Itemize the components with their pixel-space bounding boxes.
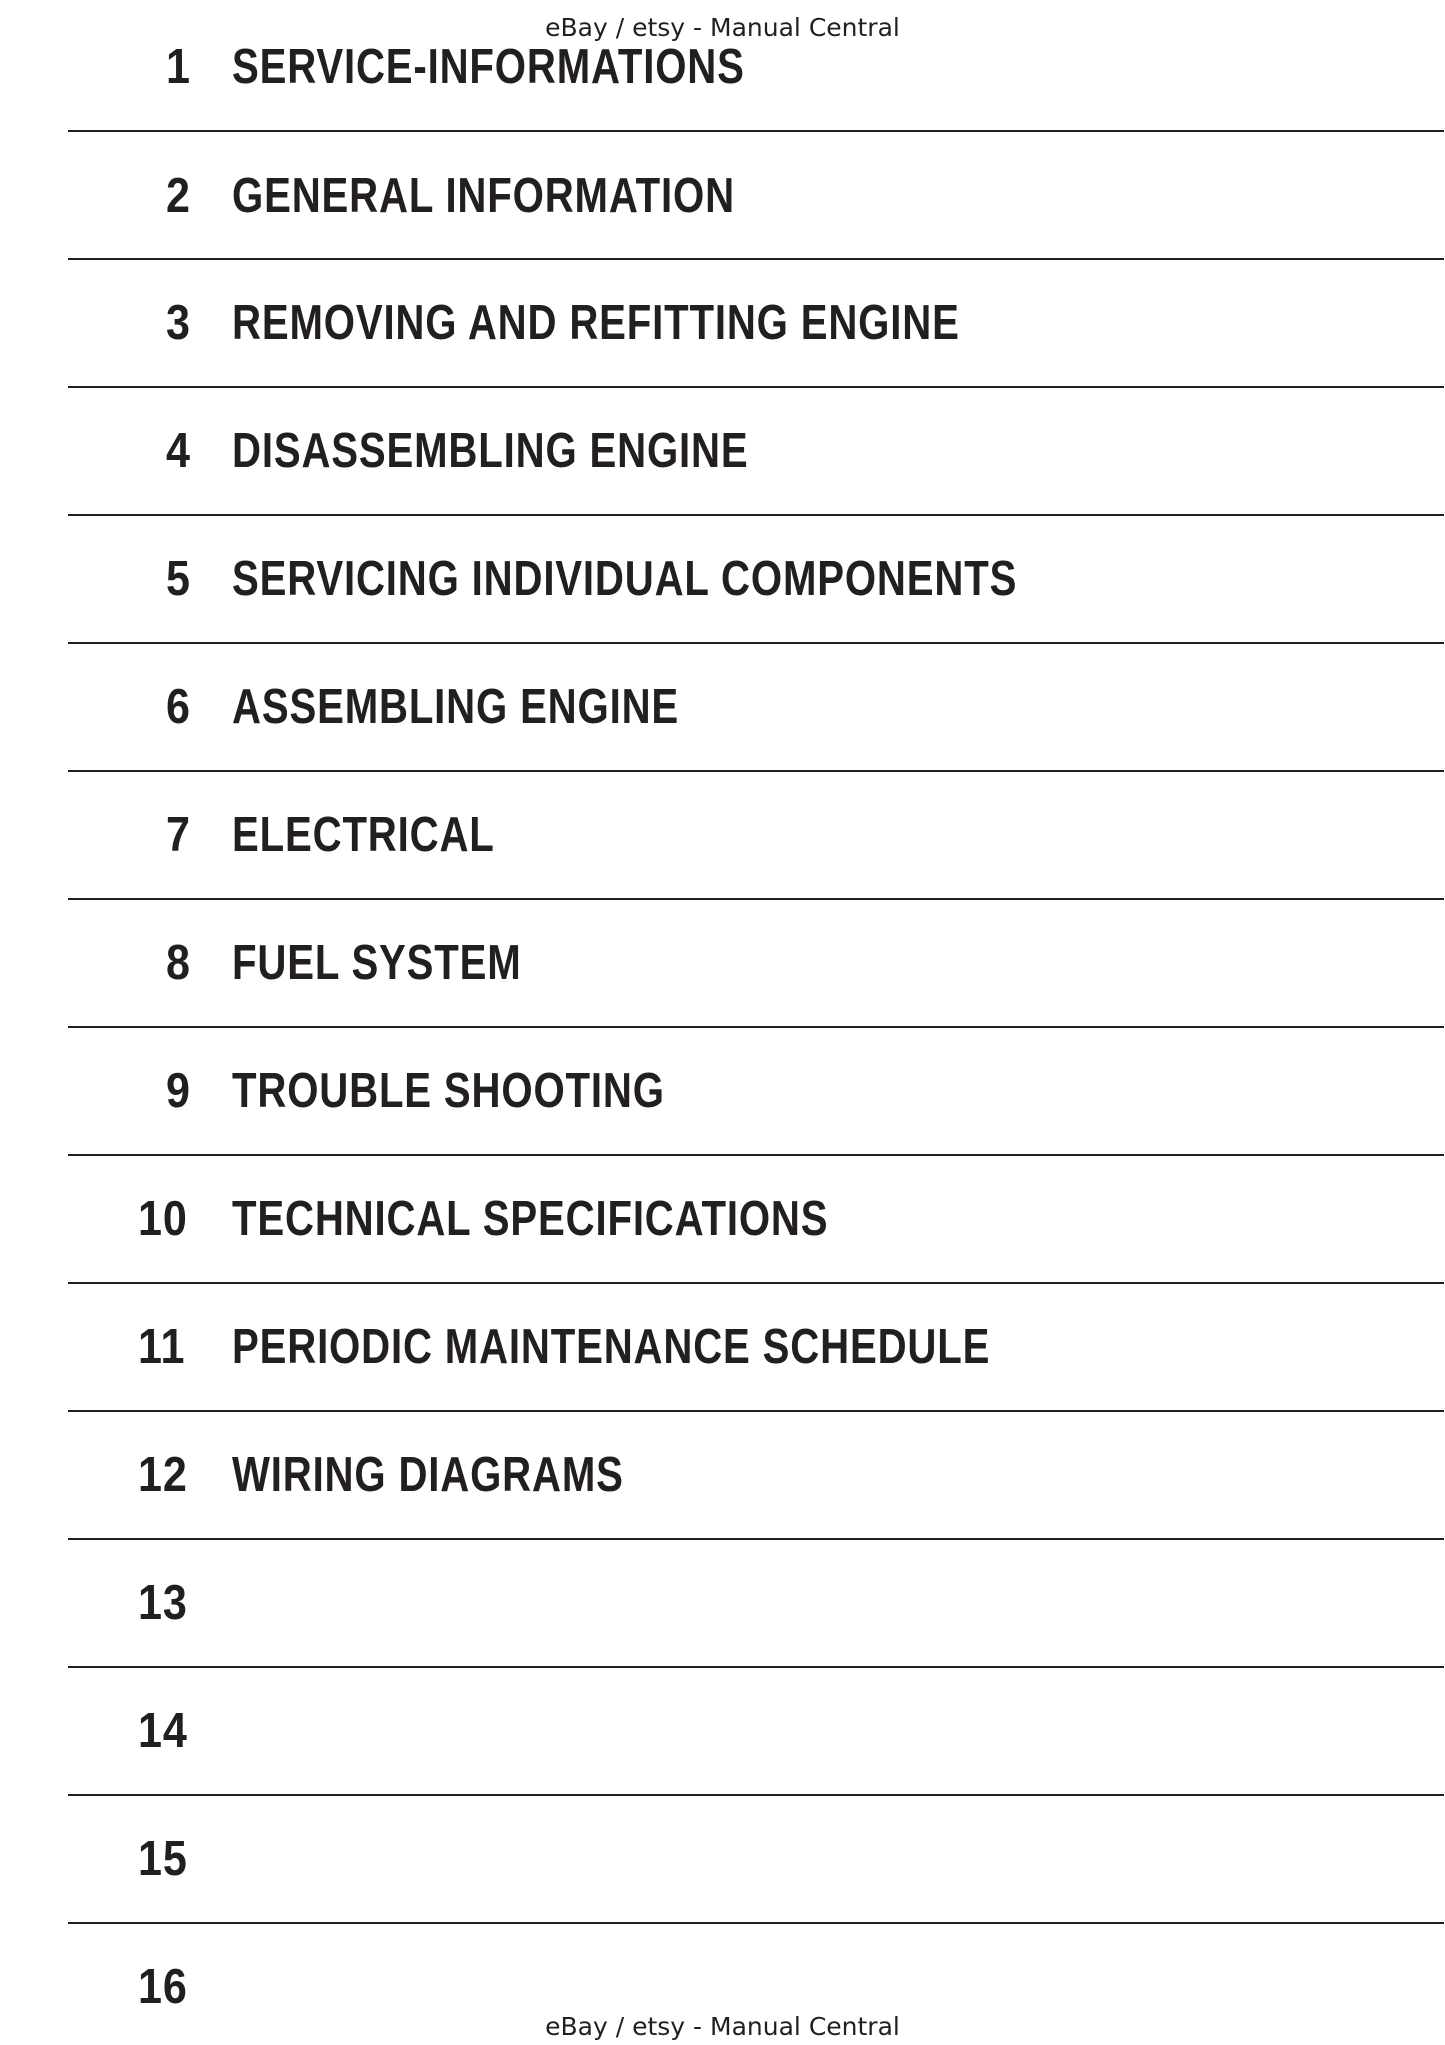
section-number: 6 — [166, 680, 191, 734]
divider — [68, 1154, 1444, 1156]
divider — [68, 1922, 1444, 1924]
divider — [68, 770, 1444, 772]
divider — [68, 1794, 1444, 1796]
divider — [68, 514, 1444, 516]
toc-row-4[interactable] — [68, 411, 1444, 491]
watermark-top: eBay / etsy - Manual Central — [545, 13, 900, 42]
section-title: PERIODIC MAINTENANCE SCHEDULE — [232, 1320, 991, 1374]
section-title: REMOVING AND REFITTING ENGINE — [232, 296, 960, 350]
section-number: 16 — [138, 1960, 188, 2014]
section-title: SERVICING INDIVIDUAL COMPONENTS — [232, 552, 1018, 606]
divider — [68, 1666, 1444, 1668]
divider — [68, 898, 1444, 900]
section-number: 10 — [138, 1192, 188, 1246]
section-number: 5 — [166, 552, 191, 606]
watermark-bottom: eBay / etsy - Manual Central — [545, 2012, 900, 2041]
divider — [68, 1410, 1444, 1412]
section-title: TROUBLE SHOOTING — [232, 1064, 665, 1118]
divider — [68, 258, 1444, 260]
section-title: DISASSEMBLING ENGINE — [232, 424, 749, 478]
toc-row-3[interactable] — [68, 283, 1444, 363]
toc-row-14[interactable] — [68, 1691, 1444, 1771]
section-title: TECHNICAL SPECIFICATIONS — [232, 1192, 829, 1246]
toc-row-7[interactable] — [68, 795, 1444, 875]
section-number: 4 — [166, 424, 191, 478]
section-number: 9 — [166, 1064, 191, 1118]
section-number: 2 — [166, 169, 191, 223]
divider — [68, 1026, 1444, 1028]
toc-row-12[interactable] — [68, 1435, 1444, 1515]
toc-row-15[interactable] — [68, 1819, 1444, 1899]
toc-row-10[interactable] — [68, 1179, 1444, 1259]
section-title: ELECTRICAL — [232, 808, 495, 862]
section-title: WIRING DIAGRAMS — [232, 1448, 624, 1502]
section-number: 3 — [166, 296, 191, 350]
section-number: 12 — [138, 1448, 188, 1502]
section-title: ASSEMBLING ENGINE — [232, 680, 680, 734]
divider — [68, 1538, 1444, 1540]
section-title: SERVICE-INFORMATIONS — [232, 40, 745, 94]
divider — [68, 130, 1444, 132]
toc-row-11[interactable] — [68, 1307, 1444, 1387]
toc-row-6[interactable] — [68, 667, 1444, 747]
section-number: 7 — [166, 808, 191, 862]
toc-row-2[interactable] — [68, 156, 1444, 236]
toc-row-13[interactable] — [68, 1563, 1444, 1643]
section-title: GENERAL INFORMATION — [232, 169, 735, 223]
section-number: 11 — [138, 1320, 186, 1374]
divider — [68, 1282, 1444, 1284]
toc-row-9[interactable] — [68, 1051, 1444, 1131]
toc-row-5[interactable] — [68, 539, 1444, 619]
toc-row-8[interactable] — [68, 923, 1444, 1003]
divider — [68, 642, 1444, 644]
section-number: 14 — [138, 1704, 188, 1758]
section-title: FUEL SYSTEM — [232, 936, 522, 990]
section-number: 13 — [138, 1576, 188, 1630]
section-number: 15 — [138, 1832, 188, 1886]
section-number: 8 — [166, 936, 191, 990]
divider — [68, 386, 1444, 388]
section-number: 1 — [166, 40, 191, 94]
